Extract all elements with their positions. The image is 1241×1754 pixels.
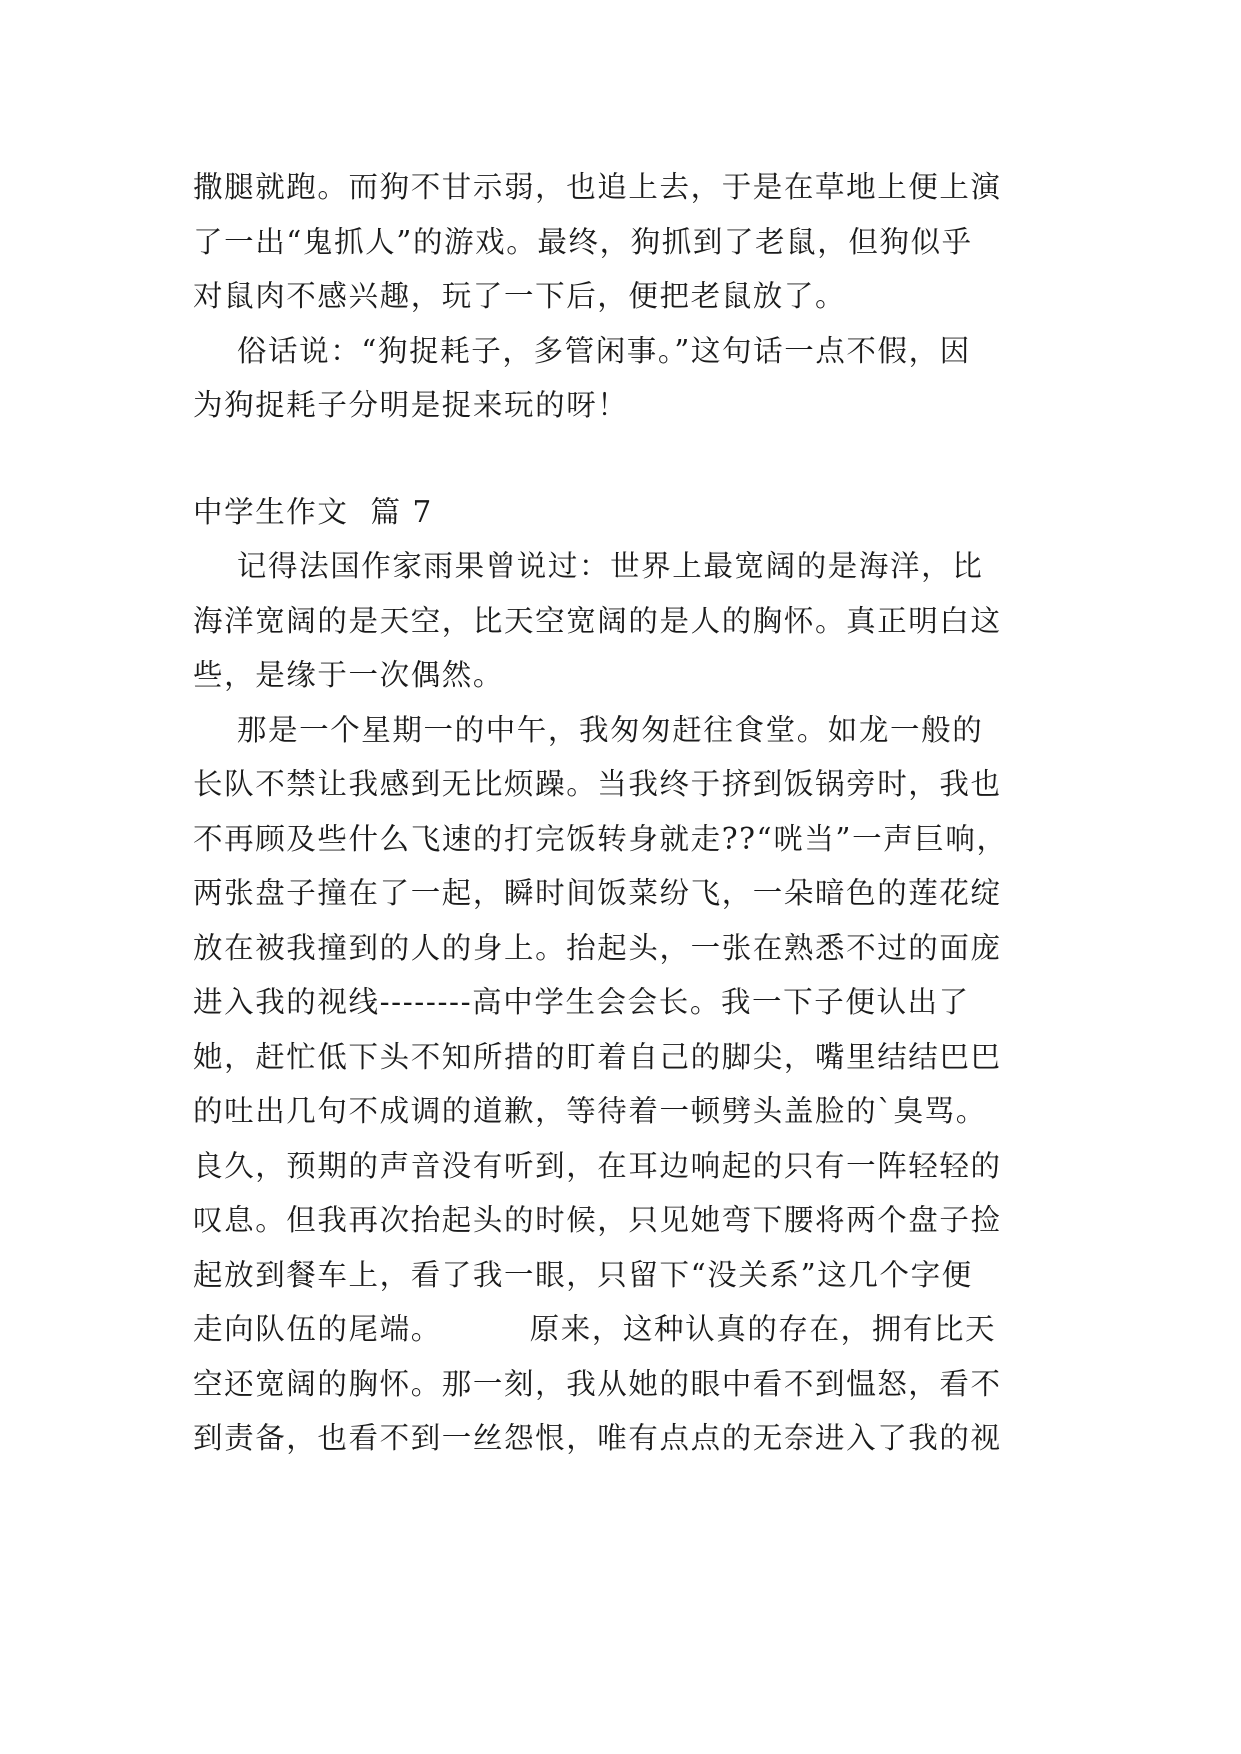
text-line: 两张盘子撞在了一起，瞬时间饭菜纷飞，一朵暗色的莲花绽: [193, 876, 1002, 910]
text-line: 起放到餐车上，看了我一眼，只留下“没关系”这几个字便: [193, 1257, 973, 1292]
text-line: 了一出“鬼抓人”的游戏。最终，狗抓到了老鼠，但狗似乎: [193, 224, 973, 259]
text-line: 那是一个星期一的中午，我匆匆赶往食堂。如龙一般的: [193, 712, 984, 747]
text-line: 放在被我撞到的人的身上。抬起头，一张在熟悉不过的面庞: [193, 930, 1002, 965]
text-line: 良久，预期的声音没有听到，在耳边响起的只有一阵轻轻的: [193, 1148, 1002, 1183]
paragraph-3: [193, 539, 1073, 703]
text-line: 不再顾及些什么飞速的打完饭转身就走??“咣当”一声巨响，: [193, 821, 1008, 856]
text-line: 的吐出几句不成调的道歉，等待着一顿劈头盖脸的`臭骂。: [193, 1094, 987, 1128]
paragraph-4: [193, 703, 1073, 1466]
paragraph-2: [193, 324, 1073, 433]
text-line: 海洋宽阔的是天空，比天空宽阔的是人的胸怀。真正明白这: [193, 603, 1002, 638]
text-line: 俗话说：“狗捉耗子，多管闲事。”这句话一点不假，因: [193, 333, 971, 368]
text-line: 到责备，也看不到一丝怨恨，唯有点点的无奈进入了我的视: [193, 1421, 1002, 1455]
text-line: 为狗捉耗子分明是捉来玩的呀！: [193, 388, 629, 422]
text-line: 对鼠肉不感兴趣，玩了一下后，便把老鼠放了。: [193, 279, 847, 313]
text-line: 空还宽阔的胸怀。那一刻，我从她的眼中看不到愠怒，看不: [193, 1366, 1002, 1401]
paragraph-1: [193, 160, 1073, 324]
text-line: 撒腿就跑。而狗不甘示弱，也追上去，于是在草地上便上演: [193, 170, 1002, 204]
text-line: 走向队伍的尾端。 原来，这种认真的存在，拥有比天: [193, 1312, 997, 1346]
text-line: 进入我的视线--------高中学生会会长。我一下子便认出了: [193, 985, 970, 1019]
document-body: [193, 160, 1073, 1466]
text-line: 她，赶忙低下头不知所措的盯着自己的脚尖，嘴里结结巴巴: [193, 1039, 1002, 1074]
section-heading: 中学生作文 篇 7: [193, 494, 433, 529]
text-line: 记得法国作家雨果曾说过：世界上最宽阔的是海洋，比: [193, 549, 984, 583]
text-line: 叹息。但我再次抬起头的时候，只见她弯下腰将两个盘子捡: [193, 1203, 1002, 1237]
text-line: 长队不禁让我感到无比烦躁。当我终于挤到饭锅旁时，我也: [193, 767, 1002, 801]
section-spacer: [193, 433, 1073, 485]
text-line: 些，是缘于一次偶然。: [193, 658, 505, 692]
